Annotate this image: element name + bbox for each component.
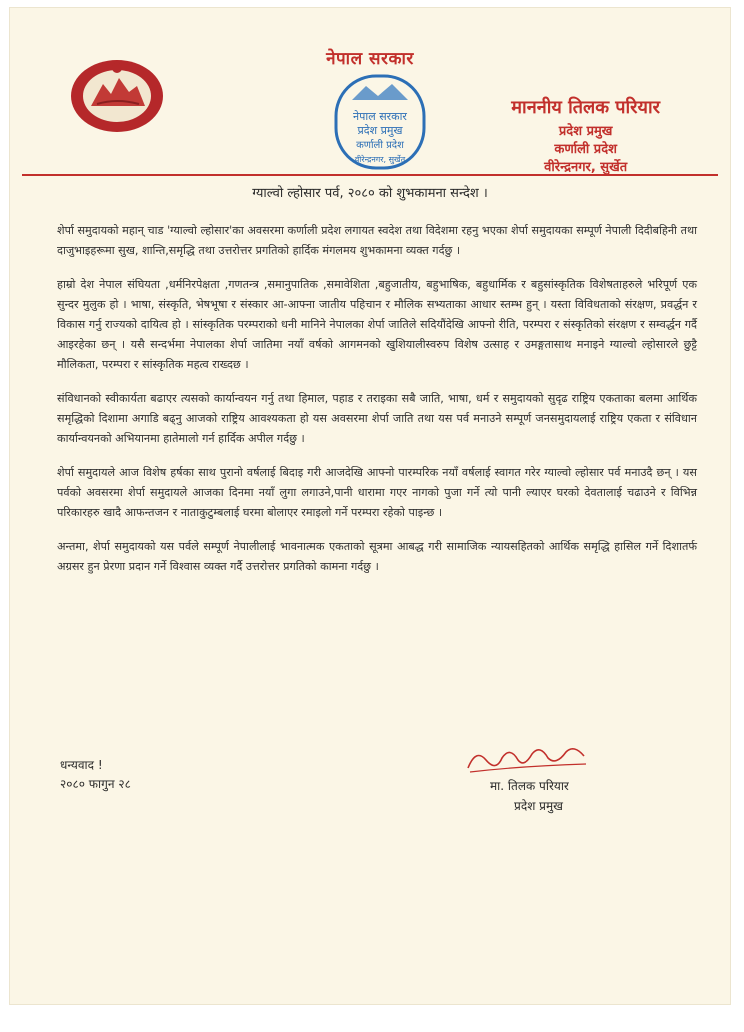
official-stamp [330,70,430,174]
stamp-line-4: वीरेन्द्रनगर, सुर्खेत [354,155,406,164]
officer-province: कर्णाली प्रदेश [554,142,617,157]
officer-name: माननीय तिलक परियार [511,97,660,118]
letter-date: २०८० फागुन २८ [60,777,131,791]
handwritten-signature [462,738,592,778]
stamp-line-3: कर्णाली प्रदेश [356,140,404,151]
officer-address: वीरेन्द्रनगर, सुर्खेत [544,160,628,175]
government-title: नेपाल सरकार [326,49,414,69]
paragraph-1: शेर्पा समुदायको महान् चाड 'ग्याल्वो ल्होसार'का अवसरमा कर्णाली प्रदेश लगायत स्वदेश तथा विदेशमा रहनु भएका शेर्पा समुदायका सम्पूर्ण नेपाली दिदीबहिनी तथा दाजुभाइहरूमा सुख, शान्ति,समृद्धि तथा उत्तरोत्तर प्रगतिको हार्दिक मंगलमय शुभकामना व्यक्त गर्दछु । [57,224,697,257]
closing-block [60,756,131,794]
paragraph-4: शेर्पा समुदायले आज विशेष हर्षका साथ पुरानो वर्षलाई बिदाइ गरी आजदेखि आफ्नो पारम्परिक नयाँ वर्षलाई स्वागत गरेर ग्याल्वो ल्होसार पर्व मनाउदै छन् । यस पर्वको अवसरमा शेर्पा समुदायले आजका दिनमा नयाँ लुगा लगाउने,पानी धारामा गएर नागको पुजा गर्ने त्यो पानी ल्याएर घरको देवतालाई चढाउने र विभिन्न परिकारहरु खादै आफन्तजन र नाताकुटुम्बलाई घरमा बोलाएर रमाइलो गर्ने परम्परा रहेको पाइन्छ । [57,466,697,519]
paragraph-3: संविधानको स्वीकार्यता बढाएर त्यसको कार्यान्वयन गर्नु तथा हिमाल, पहाड र तराइका सबै जाति, भाषा, धर्म र समुदायको सुदृढ राष्ट्रिय एकताका बलमा आर्थिक समृद्धिको दिशामा अगाडि बढ्नु आजको राष्ट्रिय आवश्यकता हो यस अवसरमा शेर्पा जाति तथा यस पर्व मनाउने सम्पूर्ण जनसमुदायलाई राष्ट्रिय एकता र संविधान कार्यान्वयनको अभियानमा हातेमालो गर्न हार्दिक अपील गर्दछु । [57,392,697,445]
letter-subject: ग्याल्वो ल्होसार पर्व, २०८० को शुभकामना सन्देश । [252,186,488,201]
officer-title: प्रदेश प्रमुख [558,124,613,139]
signatory-block [490,776,569,816]
stamp-line-1: नेपाल सरकार [353,110,407,123]
letter-body [57,221,697,591]
header-divider [22,174,718,176]
signatory-name: मा. तिलक परियार [490,779,569,793]
letter-page [10,8,730,1004]
signatory-role: प्रदेश प्रमुख [514,799,563,813]
officer-block [511,95,660,177]
paragraph-2: हाम्रो देश नेपाल संघियता ,धर्मनिरपेक्षता ,गणतन्त्र ,समानुपातिक ,समावेशिता ,बहुजातीय, बहुभाषिक, बहुधार्मिक र बहुसांस्कृतिक विशेषताहरुले भरिपूर्ण एक सुन्दर मुलुक हो । भाषा, संस्कृति, भेषभूषा र संस्कार आ-आफ्ना जातीय पहिचान र मौलिक सभ्यताका आधार स्तम्भ हुन् । यस्ता विविधताको संरक्षण, प्रवर्द्धन र विकास गर्नु राज्यको दायित्व हो । सांस्कृतिक परम्पराको धनी मानिने नेपालका शेर्पा जातिले सदियौंदेखि आफ्नो रीति, परम्परा र संस्कृतिको संरक्षण र सम्वर्द्धन गर्दै आइरहेका छन् । यसै सन्दर्भमा नेपालका शेर्पा जातिमा नयाँ वर्षको आगमनको खुशियालीस्वरुप विशेष उत्साह र उमङ्गतासाथ मनाइने ग्याल्वो ल्होसारले छुट्टै मौलिकता, परम्परा र सांस्कृतिक महत्व राख्दछ । [57,278,697,371]
thanks-text: धन्यवाद ! [60,758,103,772]
paragraph-5: अन्तमा, शेर्पा समुदायको यस पर्वले सम्पूर्ण नेपालीलाई भावनात्मक एकताको सूत्रमा आबद्ध गरी सामाजिक न्यायसहितको आर्थिक समृद्धि हासिल गर्ने दिशातर्फ अग्रसर हुन प्रेरणा प्रदान गर्ने विश्वास व्यक्त गर्दै उत्तरोत्तर प्रगतिको कामना गर्दछु । [57,540,697,573]
stamp-line-2: प्रदेश प्रमुख [357,124,403,137]
